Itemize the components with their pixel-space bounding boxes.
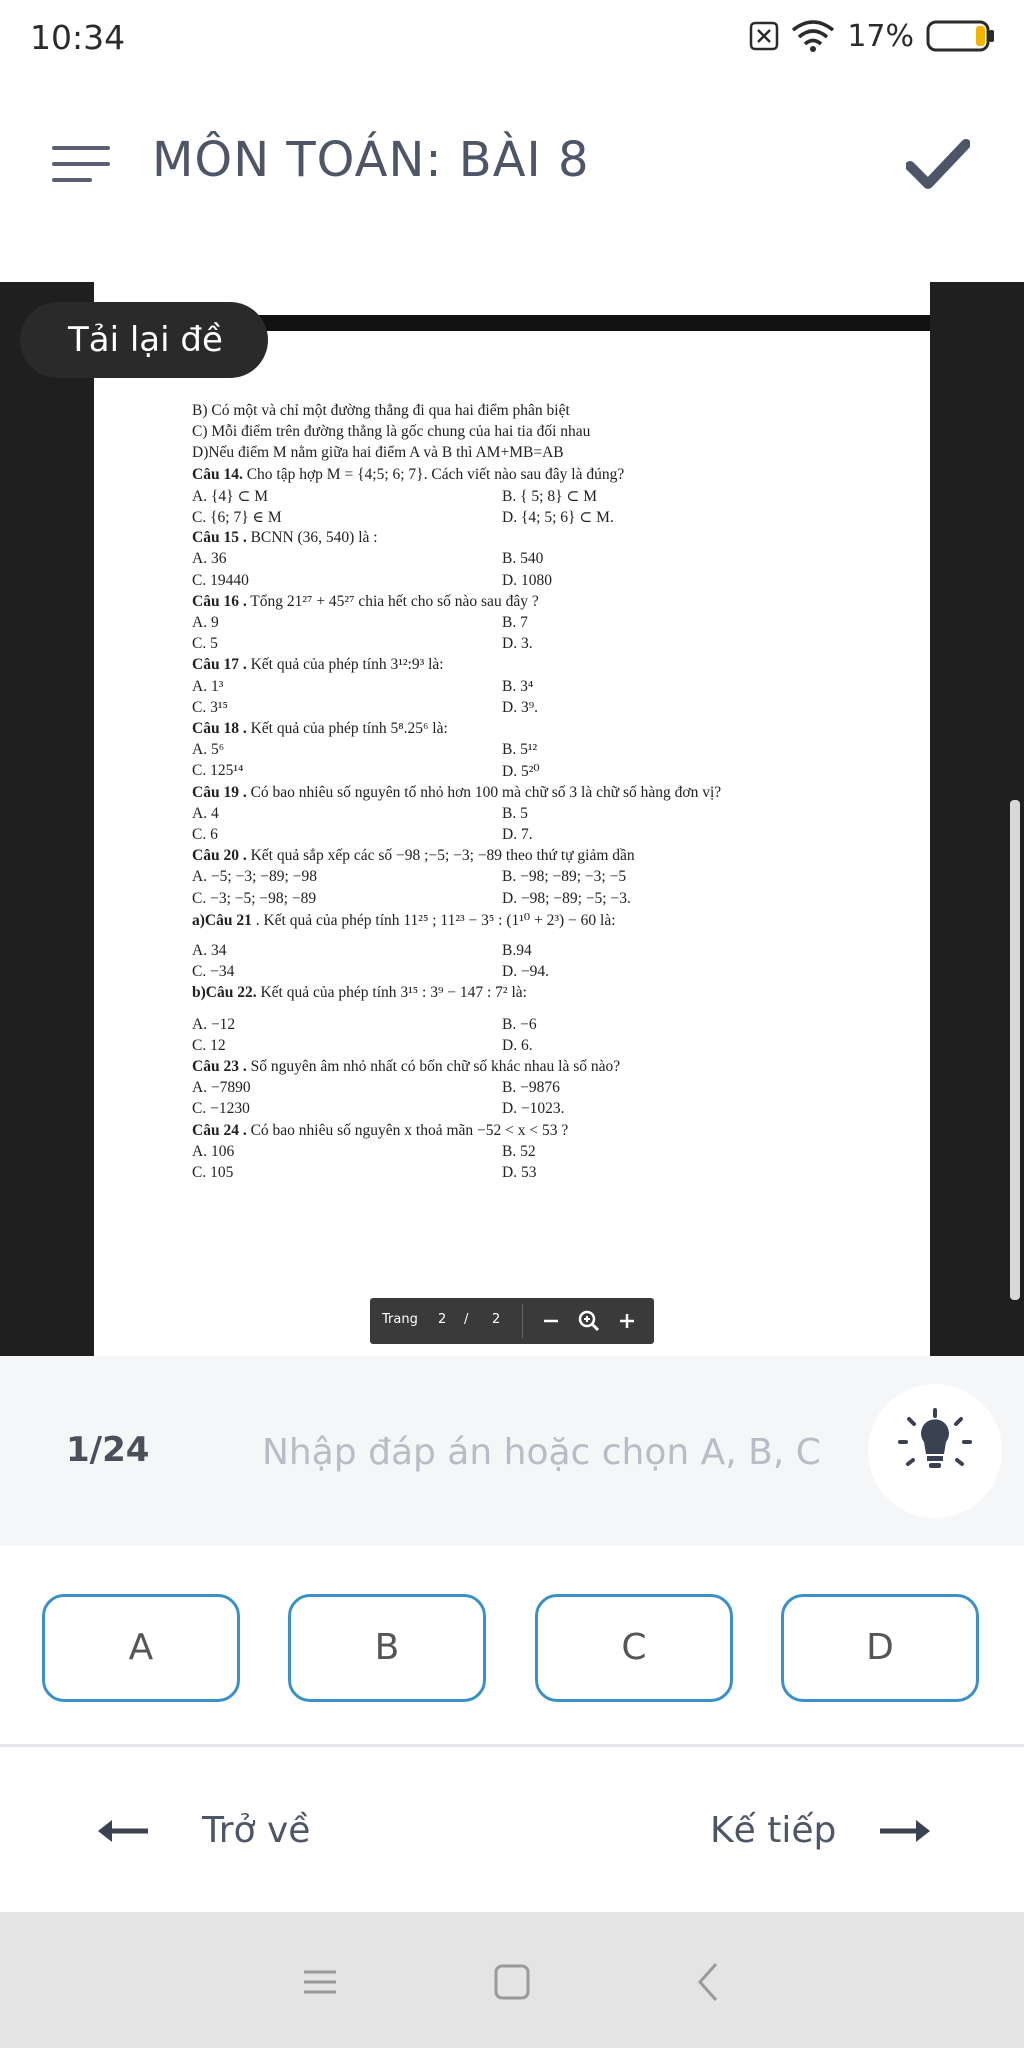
answer-choice-col2: B. 5¹² — [502, 741, 538, 759]
answer-choice-col2: D. −98; −89; −5; −3. — [502, 889, 631, 907]
line-text: Số nguyên âm nhỏ nhất có bốn chữ số khác nhau là số nào? — [246, 1058, 621, 1075]
question-line — [192, 529, 378, 549]
document-line — [192, 1036, 533, 1057]
document-line — [192, 423, 590, 443]
question-line — [192, 784, 721, 804]
line-text: Kết quả của phép tính 3¹²:9³ là: — [246, 656, 444, 674]
document-line — [192, 942, 532, 962]
line-text: C. −34 — [192, 963, 235, 981]
document-line — [192, 1015, 537, 1036]
document-line — [192, 963, 550, 983]
document-line — [192, 635, 533, 655]
document-scrollbar[interactable] — [1010, 800, 1020, 1300]
document-line — [192, 571, 552, 592]
option-d-button[interactable]: D — [781, 1594, 979, 1702]
line-text: B) Có một và chỉ một đường thẳng đi qua hai điểm phân biệt — [192, 402, 570, 419]
recents-icon[interactable] — [290, 1952, 350, 2012]
question-number: Câu 17 . — [192, 656, 247, 674]
line-text: A. −12 — [192, 1015, 236, 1033]
line-text: C. 6 — [192, 826, 218, 843]
check-icon[interactable] — [906, 136, 970, 192]
document-line — [192, 804, 528, 825]
question-number: Câu 16 . — [192, 592, 247, 610]
line-text: C. −3; −5; −98; −89 — [192, 889, 317, 907]
line-text: C. −1230 — [192, 1100, 250, 1118]
answer-input[interactable] — [262, 1412, 822, 1492]
line-text: A. 106 — [192, 1142, 235, 1160]
document-line — [192, 550, 544, 570]
question-number: b)Câu 22. — [192, 984, 257, 1002]
answer-options — [0, 1594, 1024, 1702]
page-label: Trang — [382, 1312, 418, 1327]
answer-choice-col2: B. −98; −89; −3; −5 — [502, 868, 627, 886]
document-line — [192, 677, 534, 698]
answer-choice-col2: B. 3⁴ — [502, 677, 534, 695]
hint-button[interactable] — [868, 1384, 1002, 1518]
zoom-in-icon[interactable] — [610, 1304, 644, 1338]
answer-choice-col2: D. 5²⁰ — [502, 763, 540, 781]
question-number: Câu 18 . — [192, 720, 247, 737]
page-title: MÔN TOÁN: BÀI 8 — [152, 132, 590, 188]
line-text: Cho tập hợp M = {4;5; 6; 7}. Cách viết nào sau đây là đúng? — [242, 465, 625, 483]
line-text: A. 1³ — [192, 677, 224, 695]
line-text: Có bao nhiêu số nguyên x thoả mãn −52 < x < 53 ? — [246, 1121, 569, 1139]
line-text: C. 19440 — [192, 571, 249, 589]
document-line — [192, 698, 538, 719]
lightbulb-icon — [868, 1384, 1002, 1518]
answer-choice-col2: B. { 5; 8} ⊂ M — [502, 487, 598, 505]
status-time: 10:34 — [30, 18, 126, 57]
line-text: . Kết quả của phép tính 11²⁵ ; 11²³ − 3⁵ : (1¹⁰ + 2³) − 60 là: — [251, 911, 616, 929]
question-counter: 1/24 — [66, 1430, 150, 1470]
answer-choice-col2: D. 7. — [502, 826, 533, 843]
line-text: C. 5 — [192, 635, 218, 653]
question-number: Câu 14. — [192, 465, 243, 483]
question-line — [192, 466, 624, 486]
document-line — [192, 741, 538, 761]
divider — [0, 1744, 1024, 1747]
wifi-icon — [791, 19, 835, 53]
answer-choice-col2: D. 3. — [502, 635, 533, 653]
line-text: Tổng 21²⁷ + 45²⁷ chia hết cho số nào sau đây ? — [246, 592, 539, 610]
answer-row — [0, 1356, 1024, 1546]
answer-choice-col2: B. −9876 — [502, 1079, 560, 1097]
document-line — [192, 487, 598, 507]
answer-choice-col2: D. 1080 — [502, 571, 552, 589]
question-number: a)Câu 21 — [192, 911, 252, 929]
page-toolbar — [370, 1298, 654, 1344]
document-line — [192, 444, 564, 464]
document-line — [192, 508, 614, 528]
question-line — [192, 1122, 568, 1142]
question-number: Câu 19 . — [192, 783, 247, 801]
question-number: Câu 23 . — [192, 1058, 247, 1075]
line-text: C) Mỗi điểm trên đường thẳng là gốc chung của hai tia đối nhau — [192, 423, 591, 441]
menu-icon[interactable] — [52, 142, 110, 186]
zoom-icon[interactable] — [572, 1304, 606, 1338]
page-separator: / — [464, 1312, 469, 1327]
answer-choice-col2: B. 5 — [502, 804, 528, 822]
line-text: BCNN (36, 540) là : — [246, 529, 378, 547]
reload-button[interactable]: Tải lại đề — [20, 302, 268, 378]
status-icons — [749, 16, 996, 56]
question-line — [192, 847, 635, 867]
line-text: A. 9 — [192, 614, 219, 631]
question-line — [192, 1058, 620, 1078]
status-bar — [0, 0, 1024, 76]
line-text: Kết quả của phép tính 5⁸.25⁶ là: — [246, 720, 448, 737]
document-line — [192, 1079, 560, 1099]
option-a-button[interactable]: A — [42, 1594, 240, 1702]
current-page: 2 — [438, 1312, 447, 1327]
page-top-edge — [170, 315, 930, 331]
back-label: Trở về — [202, 1810, 311, 1851]
line-text: C. 12 — [192, 1036, 226, 1054]
option-c-button[interactable]: C — [535, 1594, 733, 1702]
line-text: Kết quả của phép tính 3¹⁵ : 3⁹ − 147 : 7² là: — [256, 984, 527, 1002]
document-line — [192, 614, 528, 634]
answer-choice-col2: B.94 — [502, 942, 532, 959]
answer-choice-col2: B. 52 — [502, 1142, 536, 1160]
document-line — [192, 889, 631, 910]
line-text: A. 36 — [192, 550, 227, 568]
question-line — [192, 984, 527, 1004]
back-button[interactable] — [92, 1792, 352, 1872]
document-line — [192, 762, 540, 782]
question-line — [192, 593, 539, 613]
line-text: Có bao nhiêu số nguyên tố nhỏ hơn 100 mà chữ số 3 là chữ số hàng đơn vị? — [246, 783, 722, 801]
document-line — [192, 1164, 537, 1184]
system-nav-bar — [0, 1912, 1024, 2048]
line-text: C. 3¹⁵ — [192, 698, 228, 716]
answer-choice-col2: D. {4; 5; 6} ⊂ M. — [502, 509, 614, 526]
question-number: Câu 15 . — [192, 529, 247, 547]
answer-choice-col2: B. −6 — [502, 1015, 537, 1033]
answer-choice-col2: D. −1023. — [502, 1100, 565, 1118]
document-line — [192, 826, 533, 846]
question-number: Câu 24 . — [192, 1121, 247, 1139]
question-number: Câu 20 . — [192, 847, 247, 865]
next-label: Kế tiếp — [710, 1810, 837, 1851]
sim-off-icon — [749, 21, 779, 51]
answer-choice-col2: D. 3⁹. — [502, 698, 538, 716]
question-line — [192, 911, 616, 931]
line-text: C. 125¹⁴ — [192, 762, 244, 780]
document-viewer[interactable] — [0, 282, 1024, 1356]
question-navigation — [0, 1762, 1024, 1902]
document-line — [192, 1100, 565, 1120]
next-button[interactable] — [700, 1792, 940, 1872]
answer-choice-col2: D. −94. — [502, 963, 550, 981]
document-line — [192, 868, 627, 888]
line-text: A. {4} ⊂ M — [192, 487, 269, 505]
line-text: A. 5⁶ — [192, 741, 225, 759]
question-line — [192, 720, 448, 740]
line-text: C. 105 — [192, 1164, 234, 1181]
home-icon[interactable] — [482, 1952, 542, 2012]
line-text: A. 4 — [192, 804, 219, 822]
total-pages: 2 — [492, 1312, 501, 1327]
option-b-button[interactable]: B — [288, 1594, 486, 1702]
line-text: Kết quả sắp xếp các số −98 ;−5; −3; −89 theo thứ tự giảm dần — [246, 847, 635, 865]
arrow-left-icon — [96, 1816, 150, 1846]
line-text: A. −5; −3; −89; −98 — [192, 868, 317, 886]
line-text: A. −7890 — [192, 1079, 251, 1097]
line-text: A. 34 — [192, 942, 227, 959]
answer-choice-col2: D. 53 — [502, 1164, 537, 1181]
line-text: C. {6; 7} ∈ M — [192, 509, 282, 526]
document-line — [192, 402, 570, 422]
back-nav-icon[interactable] — [680, 1952, 740, 2012]
document-line — [192, 1142, 536, 1163]
line-text: D)Nếu điểm M nằm giữa hai điểm A và B thì AM+MB=AB — [192, 444, 564, 462]
answer-choice-col2: B. 540 — [502, 550, 544, 568]
question-line — [192, 656, 444, 676]
answer-choice-col2: D. 6. — [502, 1036, 533, 1054]
battery-icon — [926, 19, 996, 53]
battery-percent: 17% — [847, 18, 914, 54]
answer-choice-col2: B. 7 — [502, 614, 528, 631]
app-header — [0, 100, 1024, 230]
zoom-out-icon[interactable] — [534, 1304, 568, 1338]
arrow-right-icon — [878, 1816, 932, 1846]
